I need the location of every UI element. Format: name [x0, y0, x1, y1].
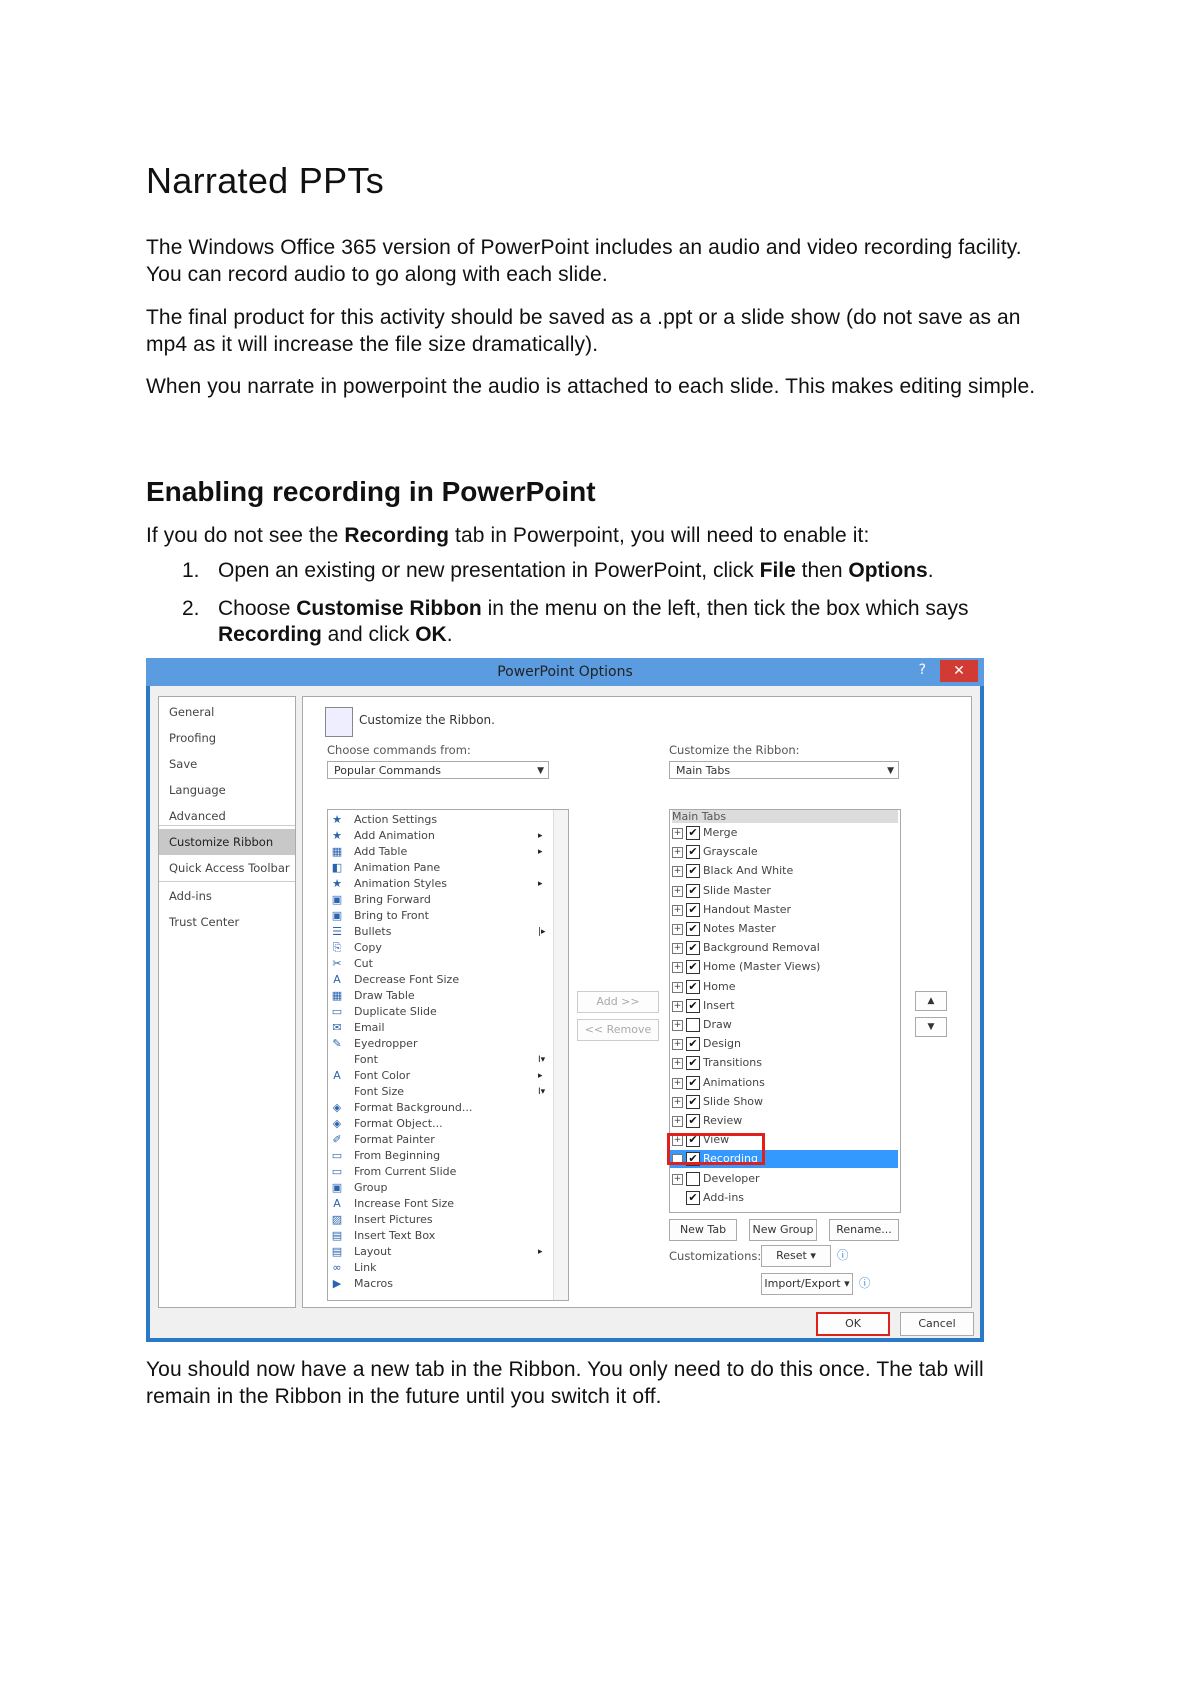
- move-down-button[interactable]: ▼: [915, 1017, 947, 1037]
- command-icon: ✉: [332, 1021, 342, 1034]
- command-label: Animation Pane: [354, 861, 441, 874]
- ok-button[interactable]: OK: [816, 1312, 890, 1336]
- command-icon: ▭: [331, 1005, 343, 1018]
- customize-ribbon-select[interactable]: Main Tabs ▼: [669, 761, 899, 779]
- command-item[interactable]: [328, 940, 552, 956]
- command-item[interactable]: [328, 1132, 552, 1148]
- tab-checkbox[interactable]: ✔: [686, 1076, 700, 1090]
- command-item[interactable]: [328, 1260, 552, 1276]
- command-item[interactable]: [328, 1212, 552, 1228]
- command-icon: A: [333, 1197, 341, 1210]
- command-label: Format Painter: [354, 1133, 435, 1146]
- command-label: Font Size: [354, 1085, 405, 1098]
- panel-header: Customize the Ribbon.: [359, 713, 495, 727]
- tab-item-slide-show[interactable]: [670, 1093, 898, 1111]
- submenu-indicator-icon: ▸: [538, 847, 543, 857]
- commands-scrollbar[interactable]: [553, 810, 568, 1300]
- info-icon: ⓘ: [837, 1248, 849, 1262]
- tab-checkbox[interactable]: ✔: [686, 922, 700, 936]
- command-icon: ▨: [331, 1213, 343, 1226]
- customize-ribbon-label: Customize the Ribbon:: [669, 743, 800, 757]
- command-icon: ∞: [332, 1261, 342, 1274]
- tab-item-review[interactable]: [670, 1112, 898, 1130]
- close-button[interactable]: ✕: [940, 660, 978, 682]
- tab-item-design[interactable]: [670, 1035, 898, 1053]
- nav-item-save[interactable]: Save: [169, 757, 198, 771]
- tab-item-transitions[interactable]: [670, 1054, 898, 1072]
- command-item[interactable]: [328, 908, 552, 924]
- submenu-indicator-icon: ▸: [538, 1247, 543, 1257]
- command-icon: ⎘: [332, 941, 342, 954]
- command-icon: ★: [332, 813, 342, 826]
- tab-label: Add-ins: [703, 1190, 745, 1204]
- dialog-title: PowerPoint Options: [146, 658, 984, 686]
- command-icon: ✎: [332, 1037, 342, 1050]
- command-label: Bring Forward: [354, 893, 431, 906]
- command-icon: ◧: [331, 861, 343, 874]
- submenu-indicator-icon: I▾: [538, 1055, 546, 1065]
- expand-icon[interactable]: +: [673, 1135, 682, 1146]
- tab-checkbox[interactable]: ✔: [686, 941, 700, 955]
- tab-checkbox[interactable]: ✔: [686, 999, 700, 1013]
- command-item[interactable]: [328, 1100, 552, 1116]
- tab-checkbox[interactable]: [686, 1172, 700, 1186]
- commands-list[interactable]: [327, 809, 569, 1301]
- tab-item-developer[interactable]: [670, 1170, 898, 1188]
- expand-icon[interactable]: +: [673, 962, 682, 973]
- nav-divider: [159, 825, 295, 826]
- command-icon: ▣: [331, 893, 343, 906]
- command-item[interactable]: [328, 1180, 552, 1196]
- new-tab-button[interactable]: New Tab: [669, 1219, 737, 1241]
- command-item[interactable]: [328, 844, 552, 860]
- recording-highlight: [667, 1133, 765, 1165]
- tab-checkbox[interactable]: ✔: [686, 845, 700, 859]
- tab-label: Slide Show: [703, 1094, 764, 1108]
- tab-label: Home: [703, 979, 736, 993]
- tab-checkbox[interactable]: ✔: [686, 1133, 700, 1147]
- command-icon: ▣: [331, 1181, 343, 1194]
- command-item[interactable]: [328, 860, 552, 876]
- tree-header: Main Tabs: [672, 810, 898, 823]
- tab-label: Review: [703, 1114, 743, 1127]
- command-item[interactable]: [328, 892, 552, 908]
- new-group-button[interactable]: New Group: [749, 1219, 817, 1241]
- tab-label: Design: [703, 1037, 741, 1051]
- command-icon: [330, 1085, 344, 1098]
- tab-label: Home (Master Views): [703, 960, 821, 974]
- tab-item-background-removal[interactable]: [670, 939, 898, 957]
- expand-icon[interactable]: +: [673, 885, 682, 896]
- tab-item-slide-master[interactable]: [670, 882, 898, 900]
- info-icon: ⓘ: [859, 1276, 871, 1290]
- command-item[interactable]: [328, 924, 552, 940]
- command-label: Email: [354, 1021, 385, 1034]
- import-export-button[interactable]: Import/Export ▾: [761, 1273, 853, 1295]
- command-icon: A: [333, 973, 341, 986]
- tab-checkbox[interactable]: ✔: [686, 1152, 700, 1166]
- choose-commands-select[interactable]: Popular Commands ▼: [327, 761, 549, 779]
- nav-divider: [159, 881, 295, 882]
- expand-icon[interactable]: +: [673, 1039, 682, 1050]
- command-label: Duplicate Slide: [354, 1005, 437, 1018]
- tab-item-home-master-views-[interactable]: [670, 958, 898, 976]
- dialog-body: [150, 686, 980, 1338]
- tab-item-add-ins[interactable]: [670, 1189, 898, 1207]
- add-button[interactable]: Add >>: [577, 991, 659, 1013]
- command-item[interactable]: [328, 1036, 552, 1052]
- command-icon: [330, 1053, 344, 1066]
- paragraph-closing: You should now have a new tab in the Ribbon. You only need to do this once. The tab will remain in the Ribbon in the future until you switch it off.: [146, 1358, 984, 1408]
- chevron-down-icon: ▼: [887, 766, 894, 776]
- tab-label: Transitions: [703, 1056, 762, 1070]
- paragraph-narrate: When you narrate in powerpoint the audio is attached to each slide. This makes editing simple.: [146, 375, 1036, 398]
- chevron-down-icon: ▼: [537, 766, 544, 776]
- command-icon: ▦: [331, 989, 343, 1002]
- command-item[interactable]: [328, 1196, 552, 1212]
- command-label: Insert Pictures: [354, 1213, 433, 1226]
- expand-icon[interactable]: +: [673, 981, 682, 992]
- command-label: Copy: [354, 941, 382, 954]
- choose-commands-label: Choose commands from:: [327, 743, 471, 757]
- command-item[interactable]: [328, 1276, 552, 1292]
- command-label: Insert Text Box: [354, 1229, 436, 1242]
- paragraph-final-product: The final product for this activity should be saved as a .ppt or a slide show (do not save as an mp4 as it will increase the file size dramatically).: [146, 306, 1021, 356]
- tab-label: Black And White: [703, 864, 794, 878]
- customize-ribbon-panel: [302, 696, 972, 1308]
- rename-button[interactable]: Rename...: [829, 1219, 899, 1241]
- command-item[interactable]: [328, 1164, 552, 1180]
- tab-checkbox[interactable]: ✔: [686, 1056, 700, 1070]
- tab-item-handout-master[interactable]: [670, 901, 898, 919]
- tab-checkbox[interactable]: ✔: [686, 864, 700, 878]
- command-item[interactable]: [328, 1020, 552, 1036]
- tab-checkbox[interactable]: ✔: [686, 1037, 700, 1051]
- submenu-indicator-icon: ▸: [538, 831, 543, 841]
- tab-label: Merge: [703, 826, 738, 839]
- nav-item-general[interactable]: General: [169, 705, 215, 719]
- command-item[interactable]: [328, 1228, 552, 1244]
- expand-icon[interactable]: +: [673, 943, 682, 954]
- tab-item-animations[interactable]: [670, 1074, 898, 1092]
- tab-label: Slide Master: [703, 883, 771, 897]
- expand-icon[interactable]: +: [673, 1020, 682, 1030]
- command-item[interactable]: [328, 1052, 552, 1068]
- command-label: From Beginning: [354, 1149, 441, 1162]
- paragraph-intro: The Windows Office 365 version of PowerPoint includes an audio and video recording facility. You can record audio to go along with each slide.: [146, 236, 1022, 286]
- reset-button[interactable]: Reset ▾: [761, 1245, 831, 1267]
- submenu-indicator-icon: I▾: [538, 1087, 546, 1097]
- cancel-button[interactable]: Cancel: [900, 1312, 974, 1336]
- command-label: Eyedropper: [354, 1037, 418, 1050]
- expand-icon[interactable]: +: [673, 1077, 682, 1088]
- command-label: Font: [354, 1053, 378, 1066]
- tab-checkbox[interactable]: ✔: [686, 1095, 700, 1109]
- command-item[interactable]: [328, 972, 552, 988]
- command-label: Font Color: [354, 1069, 411, 1082]
- expand-icon[interactable]: +: [673, 828, 682, 838]
- tab-item-black-and-white[interactable]: [670, 862, 898, 880]
- tab-item-notes-master[interactable]: [670, 920, 898, 938]
- nav-item-proofing[interactable]: Proofing: [169, 731, 217, 745]
- help-button[interactable]: ?: [918, 662, 926, 678]
- command-icon: ▦: [331, 845, 343, 858]
- nav-item-add-ins[interactable]: Add-ins: [169, 889, 212, 903]
- command-label: Cut: [354, 957, 373, 970]
- paragraph-enable-intro: If you do not see the Recording tab in Powerpoint, you will need to enable it:: [146, 524, 870, 547]
- command-icon: ▤: [331, 1245, 343, 1258]
- command-icon: ☰: [332, 925, 342, 938]
- command-label: Group: [354, 1181, 388, 1194]
- expand-icon[interactable]: +: [673, 1000, 682, 1011]
- tab-label: Grayscale: [703, 845, 758, 859]
- expand-icon[interactable]: +: [673, 866, 682, 877]
- expand-icon[interactable]: +: [673, 924, 682, 934]
- tab-label: Recording: [703, 1152, 759, 1166]
- command-item[interactable]: [328, 1068, 552, 1084]
- customize-ribbon-icon: [325, 707, 353, 737]
- submenu-indicator-icon: ▸: [538, 1071, 543, 1081]
- command-label: Bring to Front: [354, 909, 429, 922]
- command-label: Format Object...: [354, 1117, 443, 1130]
- remove-button[interactable]: << Remove: [577, 1019, 659, 1041]
- command-label: Add Animation: [354, 829, 435, 842]
- tab-checkbox[interactable]: ✔: [686, 884, 700, 898]
- command-icon: ▭: [331, 1149, 343, 1162]
- command-label: From Current Slide: [354, 1165, 457, 1178]
- expand-icon[interactable]: +: [673, 1173, 682, 1184]
- command-label: Decrease Font Size: [354, 973, 460, 986]
- tab-item-merge[interactable]: [670, 824, 898, 842]
- tab-checkbox[interactable]: ✔: [686, 903, 700, 917]
- submenu-indicator-icon: ▸: [538, 879, 543, 889]
- expand-icon[interactable]: +: [673, 1058, 682, 1069]
- command-icon: ✂: [332, 957, 342, 970]
- command-label: Increase Font Size: [354, 1197, 455, 1210]
- command-item[interactable]: [328, 828, 552, 844]
- command-item[interactable]: [328, 1084, 552, 1100]
- command-label: Draw Table: [354, 989, 415, 1002]
- command-icon: ✐: [332, 1133, 342, 1146]
- tab-label: Background Removal: [703, 941, 820, 955]
- command-item[interactable]: [328, 1004, 552, 1020]
- tab-label: Handout Master: [703, 902, 792, 916]
- command-label: Layout: [354, 1245, 392, 1258]
- nav-item-quick-access-toolbar[interactable]: Quick Access Toolbar: [169, 861, 290, 875]
- command-label: Bullets: [354, 925, 392, 938]
- command-label: Add Table: [354, 845, 408, 858]
- tab-checkbox[interactable]: ✔: [686, 1114, 700, 1128]
- command-label: Animation Styles: [354, 877, 447, 890]
- nav-item-advanced[interactable]: Advanced: [169, 809, 226, 823]
- command-icon: ★: [332, 829, 342, 842]
- command-item[interactable]: [328, 812, 552, 828]
- command-label: Macros: [354, 1277, 394, 1290]
- command-icon: ★: [332, 877, 342, 890]
- command-icon: ▣: [331, 909, 343, 922]
- command-label: Action Settings: [354, 813, 438, 826]
- tab-item-home[interactable]: [670, 978, 898, 996]
- command-icon: A: [333, 1069, 341, 1082]
- section-heading: Enabling recording in PowerPoint: [146, 476, 596, 507]
- command-item[interactable]: [328, 988, 552, 1004]
- submenu-indicator-icon: |▸: [538, 927, 546, 937]
- tab-checkbox[interactable]: ✔: [686, 826, 700, 840]
- tab-label: Notes Master: [703, 922, 776, 935]
- tab-item-grayscale[interactable]: [670, 843, 898, 861]
- customizations-label: Customizations:: [669, 1249, 762, 1263]
- command-item[interactable]: [328, 1148, 552, 1164]
- tab-label: Animations: [703, 1075, 765, 1089]
- page-title: Narrated PPTs: [146, 160, 384, 201]
- expand-icon[interactable]: +: [673, 1116, 682, 1126]
- expand-icon[interactable]: +: [673, 1154, 682, 1165]
- nav-item-language[interactable]: Language: [169, 783, 226, 797]
- tab-label: Insert: [703, 998, 735, 1012]
- options-nav: [158, 696, 296, 1308]
- command-icon: ▤: [331, 1229, 343, 1242]
- powerpoint-options-dialog: [146, 658, 984, 1342]
- expand-icon[interactable]: +: [673, 904, 682, 915]
- nav-item-customize-ribbon[interactable]: Customize Ribbon: [159, 829, 295, 855]
- command-icon: ▶: [332, 1277, 342, 1290]
- tab-label: View: [703, 1133, 730, 1147]
- tab-item-insert[interactable]: [670, 997, 898, 1015]
- nav-item-trust-center[interactable]: Trust Center: [169, 915, 240, 929]
- command-item[interactable]: [328, 1116, 552, 1132]
- command-item[interactable]: [328, 876, 552, 892]
- command-icon: ◈: [332, 1117, 342, 1130]
- tab-checkbox[interactable]: [686, 1018, 700, 1032]
- command-label: Format Background...: [354, 1101, 473, 1114]
- tab-checkbox[interactable]: ✔: [686, 1191, 700, 1205]
- move-up-button[interactable]: ▲: [915, 991, 947, 1011]
- tab-checkbox[interactable]: ✔: [686, 980, 700, 994]
- command-item[interactable]: [328, 1244, 552, 1260]
- command-icon: ◈: [332, 1101, 342, 1114]
- command-icon: ▭: [331, 1165, 343, 1178]
- tab-checkbox[interactable]: ✔: [686, 960, 700, 974]
- tab-label: Draw: [703, 1018, 732, 1031]
- tab-item-draw[interactable]: [670, 1016, 898, 1034]
- expand-icon[interactable]: +: [673, 1096, 682, 1107]
- command-item[interactable]: [328, 956, 552, 972]
- command-label: Link: [354, 1261, 377, 1274]
- expand-icon[interactable]: +: [673, 847, 682, 858]
- tab-label: Developer: [703, 1171, 760, 1185]
